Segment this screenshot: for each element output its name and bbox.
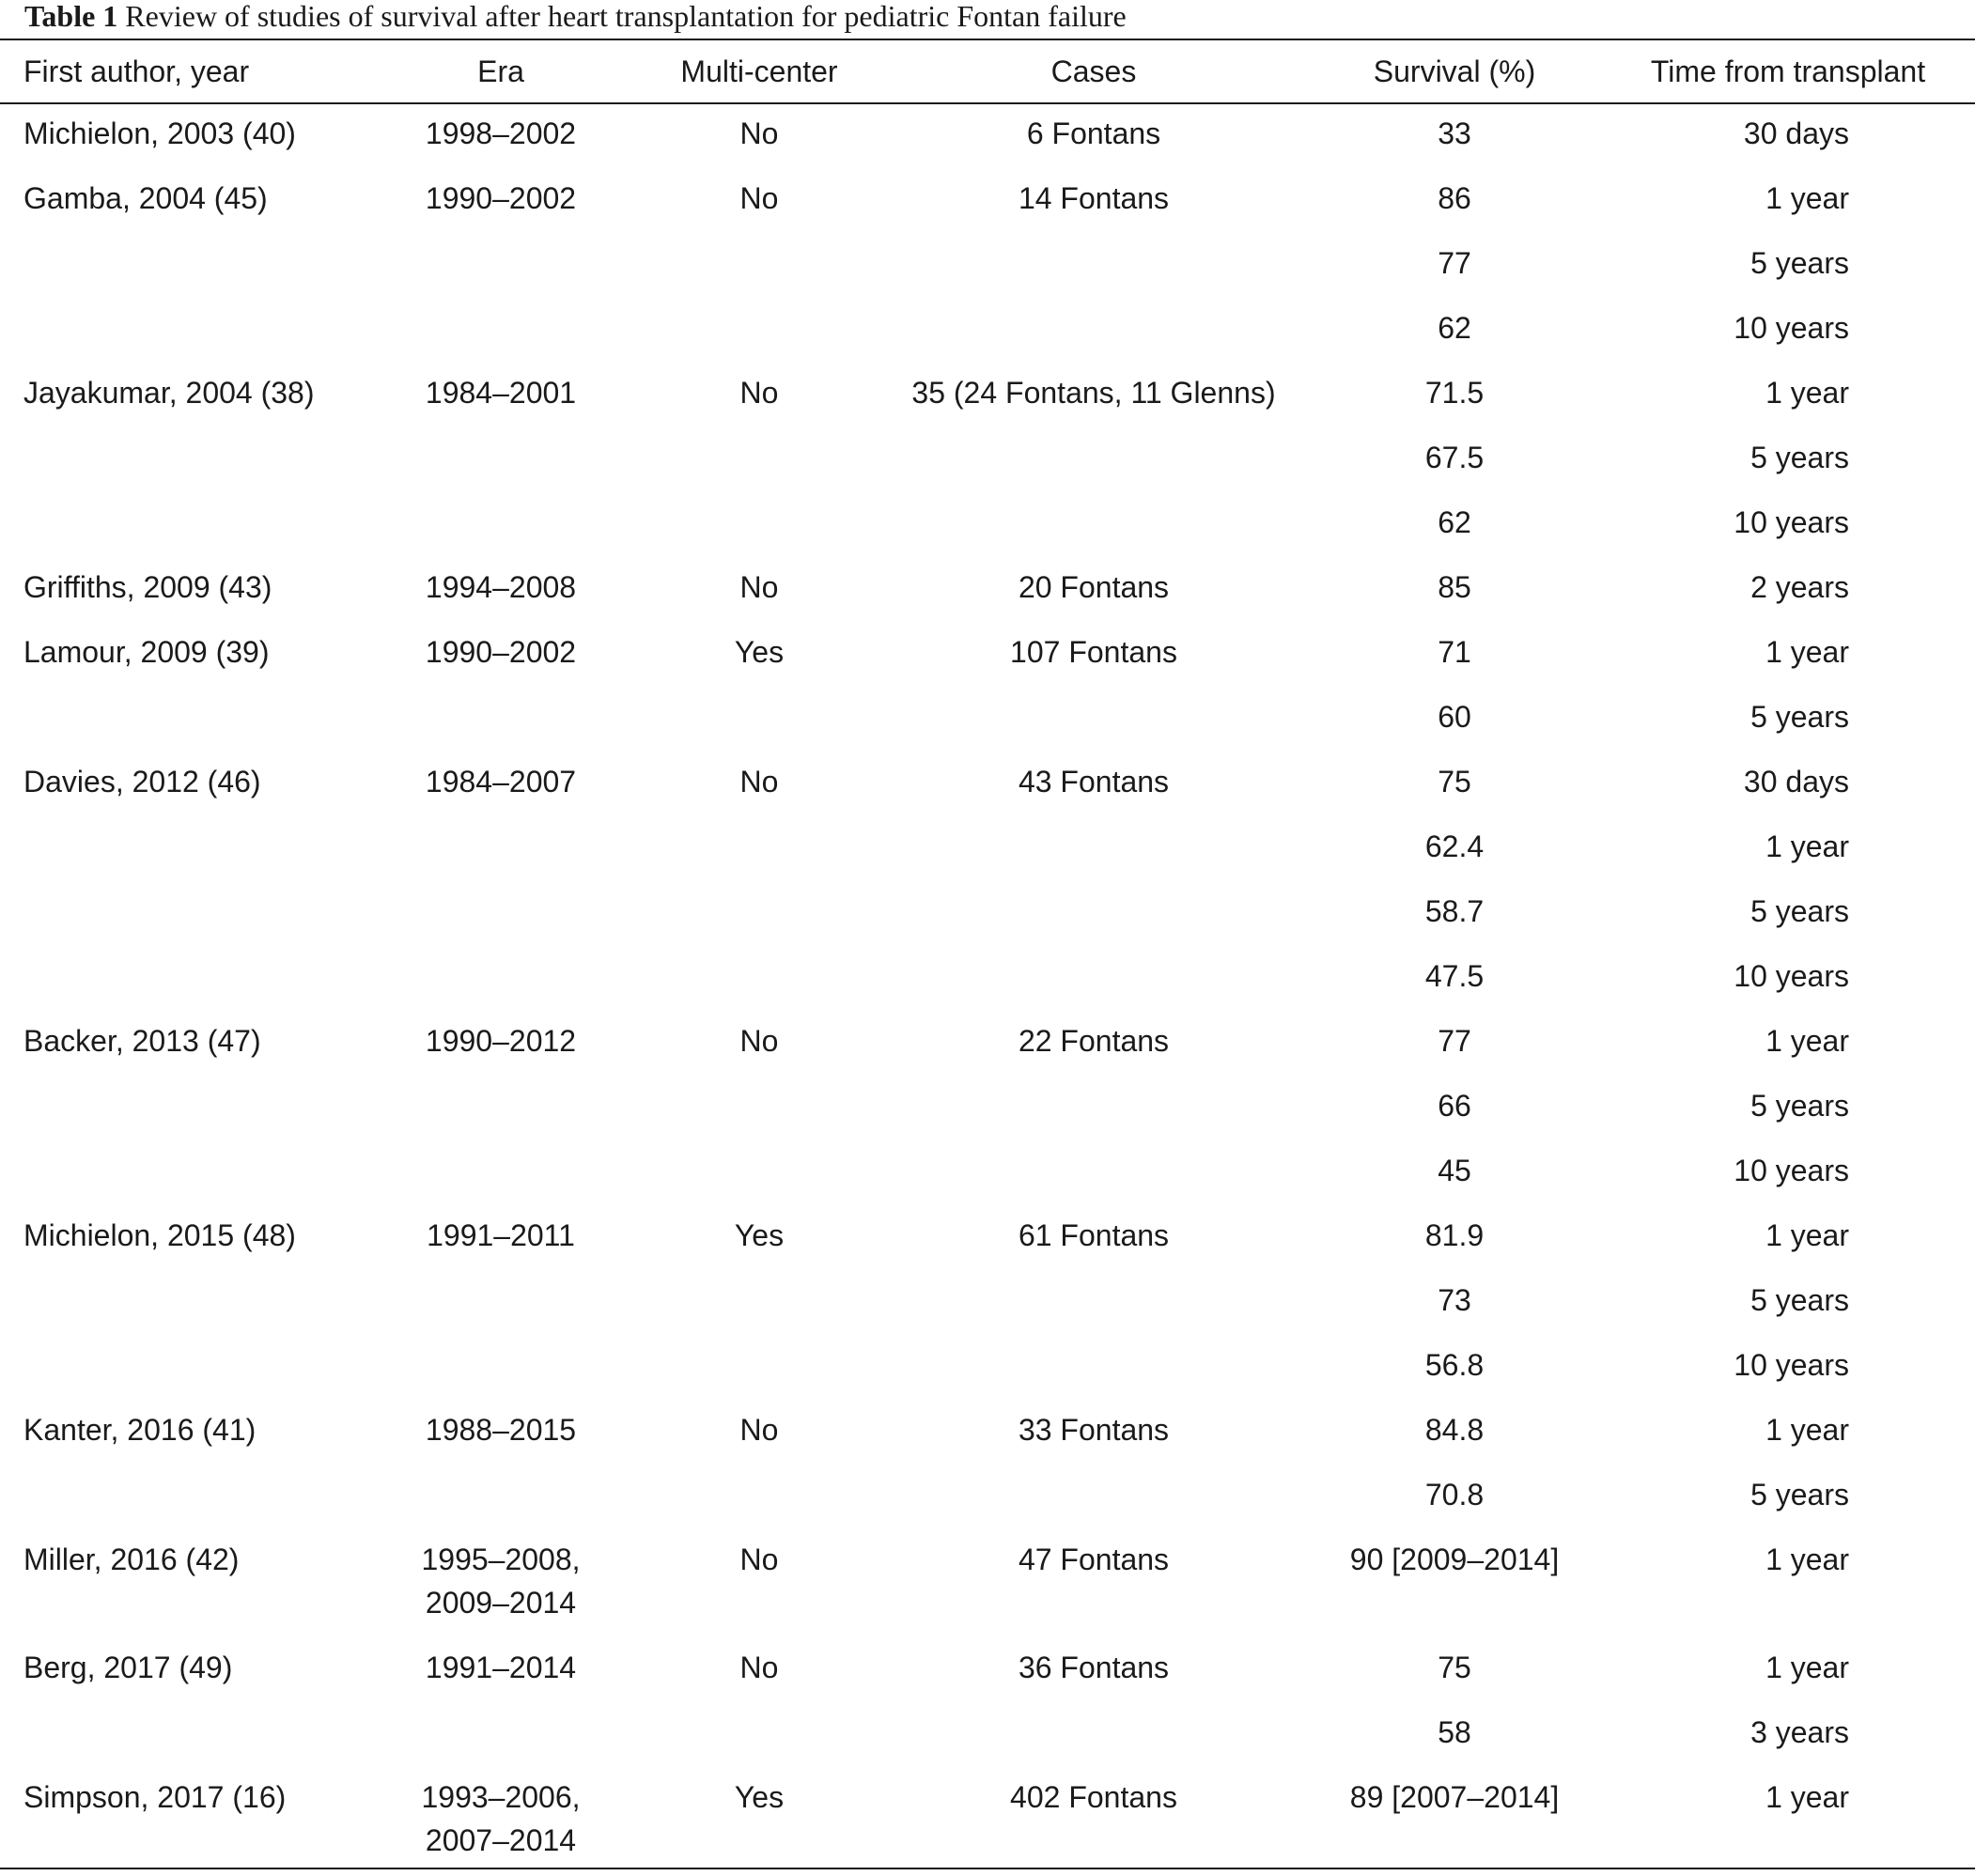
cell-author: Berg, 2017 (49) <box>23 1651 233 1684</box>
cell-era-line-2: 2007–2014 <box>425 1823 577 1857</box>
cell-era <box>404 760 598 803</box>
cell-time <box>1605 1711 1971 1754</box>
cell-cases: 36 Fontans <box>1018 1651 1170 1684</box>
cell-multi-center: Yes <box>734 635 785 669</box>
cell-cases: 107 Fontans <box>1010 635 1177 669</box>
cell-multi-center: No <box>739 1413 779 1447</box>
table-row <box>0 688 1975 752</box>
cell-time <box>1605 1538 1971 1581</box>
cell-time-value: 30 days <box>1743 765 1849 798</box>
cell-cases: 22 Fontans <box>1018 1024 1170 1058</box>
cell-time <box>1605 890 1971 933</box>
cell-time <box>1605 1473 1971 1516</box>
cell-time-value: 2 years <box>1750 570 1849 604</box>
cell-multi-center: No <box>739 570 779 604</box>
cell-survival: 85 <box>1438 570 1471 604</box>
cell-era <box>404 1019 598 1062</box>
table-row <box>0 493 1975 558</box>
cell-time <box>1605 825 1971 868</box>
cell-survival: 45 <box>1438 1154 1471 1187</box>
table-row <box>0 1077 1975 1141</box>
cell-time <box>1605 177 1971 220</box>
table-row <box>0 558 1975 623</box>
cell-survival: 33 <box>1438 116 1471 150</box>
cell-time-value: 5 years <box>1750 1478 1849 1512</box>
cell-time <box>1605 1408 1971 1451</box>
table-header <box>0 40 1975 102</box>
table-caption-label: Table 1 <box>24 0 118 33</box>
table-row <box>0 623 1975 688</box>
cell-era <box>404 112 598 155</box>
table-row <box>0 364 1975 428</box>
cell-author: Miller, 2016 (42) <box>23 1543 240 1576</box>
cell-survival: 47.5 <box>1424 959 1485 993</box>
cell-time-value: 10 years <box>1734 1154 1849 1187</box>
cell-time-value: 1 year <box>1765 1024 1849 1058</box>
cell-time <box>1605 1646 1971 1689</box>
table-row <box>0 1012 1975 1077</box>
cell-author: Kanter, 2016 (41) <box>23 1413 257 1447</box>
cell-era-line: 1984–2007 <box>425 765 577 798</box>
cell-survival: 58.7 <box>1424 894 1485 928</box>
cell-multi-center: No <box>739 376 779 410</box>
header-era: Era <box>477 54 524 88</box>
cell-time-value: 1 year <box>1765 1651 1849 1684</box>
cell-time-value: 10 years <box>1734 505 1849 539</box>
cell-era-line: 1990–2012 <box>425 1024 577 1058</box>
cell-time-value: 1 year <box>1765 1543 1849 1576</box>
cell-era <box>404 630 598 674</box>
cell-time-value: 10 years <box>1734 311 1849 345</box>
cell-cases: 61 Fontans <box>1018 1218 1170 1252</box>
cell-author: Gamba, 2004 (45) <box>23 181 268 215</box>
cell-time <box>1605 1214 1971 1257</box>
cell-survival: 71 <box>1438 635 1471 669</box>
cell-time-value: 5 years <box>1750 246 1849 280</box>
cell-era-line-2: 2009–2014 <box>425 1586 577 1620</box>
cell-time-value: 1 year <box>1765 1218 1849 1252</box>
cell-time-value: 5 years <box>1750 700 1849 734</box>
cell-multi-center: No <box>739 181 779 215</box>
cell-author: Lamour, 2009 (39) <box>23 635 270 669</box>
cell-cases: 20 Fontans <box>1018 570 1170 604</box>
cell-era-line: 1993–2006, <box>421 1780 581 1814</box>
cell-time <box>1605 501 1971 544</box>
cell-time <box>1605 954 1971 998</box>
cell-era <box>404 566 598 609</box>
table-row <box>0 104 1975 169</box>
cell-time <box>1605 1149 1971 1192</box>
table-caption <box>24 0 1127 38</box>
cell-multi-center: No <box>739 116 779 150</box>
cell-time <box>1605 760 1971 803</box>
cell-cases: 402 Fontans <box>1010 1780 1177 1814</box>
cell-survival: 66 <box>1438 1089 1471 1123</box>
cell-survival: 56.8 <box>1424 1348 1485 1382</box>
table-body <box>0 104 1975 1876</box>
table-row <box>0 1271 1975 1336</box>
table-caption-text: Review of studies of survival after heart transplantation for pediatric Fontan failure <box>125 0 1127 33</box>
cell-survival: 62.4 <box>1424 829 1485 863</box>
cell-author: Backer, 2013 (47) <box>23 1024 261 1058</box>
cell-era <box>404 1214 598 1257</box>
cell-time-value: 5 years <box>1750 1089 1849 1123</box>
cell-author: Michielon, 2015 (48) <box>23 1218 296 1252</box>
header-first-author-year: First author, year <box>23 54 250 88</box>
cell-survival: 62 <box>1438 311 1471 345</box>
cell-multi-center: No <box>739 1543 779 1576</box>
cell-survival: 90 [2009–2014] <box>1349 1543 1560 1576</box>
cell-time-value: 1 year <box>1765 1780 1849 1814</box>
cell-time-value: 5 years <box>1750 441 1849 474</box>
cell-time-value: 1 year <box>1765 829 1849 863</box>
cell-time <box>1605 1084 1971 1127</box>
cell-time-value: 10 years <box>1734 1348 1849 1382</box>
cell-cases: 33 Fontans <box>1018 1413 1170 1447</box>
cell-time-value: 1 year <box>1765 635 1849 669</box>
table-row <box>0 1530 1975 1638</box>
table-row <box>0 299 1975 364</box>
cell-survival: 89 [2007–2014] <box>1349 1780 1560 1814</box>
cell-time-value: 5 years <box>1750 894 1849 928</box>
cell-survival: 86 <box>1438 181 1471 215</box>
cell-survival: 70.8 <box>1424 1478 1485 1512</box>
table-row <box>0 1336 1975 1401</box>
cell-cases: 35 (24 Fontans, 11 Glenns) <box>911 376 1276 410</box>
cell-era-line: 1990–2002 <box>425 635 577 669</box>
table-row <box>0 1703 1975 1768</box>
cell-survival: 84.8 <box>1424 1413 1485 1447</box>
cell-survival: 75 <box>1438 765 1471 798</box>
table-row <box>0 882 1975 947</box>
cell-era-line: 1990–2002 <box>425 181 577 215</box>
table-row <box>0 817 1975 882</box>
cell-time <box>1605 1343 1971 1387</box>
cell-era <box>404 1538 598 1624</box>
cell-survival: 77 <box>1438 246 1471 280</box>
cell-survival: 58 <box>1438 1715 1471 1749</box>
cell-survival: 71.5 <box>1424 376 1485 410</box>
cell-survival: 67.5 <box>1424 441 1485 474</box>
header-multi-center: Multi-center <box>680 54 838 88</box>
cell-time <box>1605 1775 1971 1819</box>
cell-era-line: 1984–2001 <box>425 376 577 410</box>
cell-survival: 75 <box>1438 1651 1471 1684</box>
cell-time-value: 1 year <box>1765 181 1849 215</box>
cell-era-line: 1998–2002 <box>425 116 577 150</box>
cell-era-line: 1995–2008, <box>421 1543 581 1576</box>
cell-era-line: 1991–2014 <box>425 1651 577 1684</box>
cell-time <box>1605 566 1971 609</box>
table-row <box>0 1638 1975 1703</box>
cell-time <box>1605 1019 1971 1062</box>
cell-era <box>404 1408 598 1451</box>
cell-multi-center: No <box>739 1024 779 1058</box>
cell-time-value: 30 days <box>1743 116 1849 150</box>
cell-era-line: 1991–2011 <box>427 1218 575 1252</box>
table-row <box>0 1465 1975 1530</box>
cell-author: Simpson, 2017 (16) <box>23 1780 287 1814</box>
cell-time <box>1605 436 1971 479</box>
cell-cases: 43 Fontans <box>1018 765 1170 798</box>
cell-time <box>1605 112 1971 155</box>
table-row <box>0 1141 1975 1206</box>
cell-era <box>404 371 598 414</box>
cell-survival: 60 <box>1438 700 1471 734</box>
cell-time <box>1605 371 1971 414</box>
table-bottom-rule <box>0 1868 1975 1869</box>
table-row <box>0 234 1975 299</box>
cell-multi-center: Yes <box>734 1780 785 1814</box>
cell-survival: 73 <box>1438 1283 1471 1317</box>
cell-era <box>404 177 598 220</box>
cell-time <box>1605 241 1971 285</box>
cell-era-line: 1994–2008 <box>425 570 577 604</box>
cell-survival: 62 <box>1438 505 1471 539</box>
cell-time <box>1605 306 1971 349</box>
table-row <box>0 1401 1975 1465</box>
cell-era-line: 1988–2015 <box>425 1413 577 1447</box>
header-survival: Survival (%) <box>1373 54 1536 88</box>
table-row <box>0 752 1975 817</box>
cell-cases: 14 Fontans <box>1018 181 1170 215</box>
cell-era <box>404 1775 598 1862</box>
cell-time-value: 1 year <box>1765 376 1849 410</box>
table-row <box>0 1768 1975 1876</box>
cell-time <box>1605 695 1971 738</box>
cell-multi-center: Yes <box>734 1218 785 1252</box>
cell-author: Michielon, 2003 (40) <box>23 116 296 150</box>
cell-author: Davies, 2012 (46) <box>23 765 261 798</box>
cell-cases: 6 Fontans <box>1026 116 1161 150</box>
header-time-from-transplant: Time from transplant <box>1650 54 1926 88</box>
cell-time-value: 1 year <box>1765 1413 1849 1447</box>
cell-time <box>1605 1279 1971 1322</box>
table-row <box>0 947 1975 1012</box>
table-row <box>0 169 1975 234</box>
cell-author: Jayakumar, 2004 (38) <box>23 376 315 410</box>
cell-survival: 77 <box>1438 1024 1471 1058</box>
cell-author: Griffiths, 2009 (43) <box>23 570 272 604</box>
cell-survival: 81.9 <box>1424 1218 1485 1252</box>
cell-time-value: 5 years <box>1750 1283 1849 1317</box>
cell-era <box>404 1646 598 1689</box>
cell-time <box>1605 630 1971 674</box>
table-row <box>0 1206 1975 1271</box>
cell-time-value: 3 years <box>1750 1715 1849 1749</box>
cell-cases: 47 Fontans <box>1018 1543 1170 1576</box>
cell-multi-center: No <box>739 1651 779 1684</box>
cell-multi-center: No <box>739 765 779 798</box>
header-cases: Cases <box>1050 54 1137 88</box>
cell-time-value: 10 years <box>1734 959 1849 993</box>
table-row <box>0 428 1975 493</box>
